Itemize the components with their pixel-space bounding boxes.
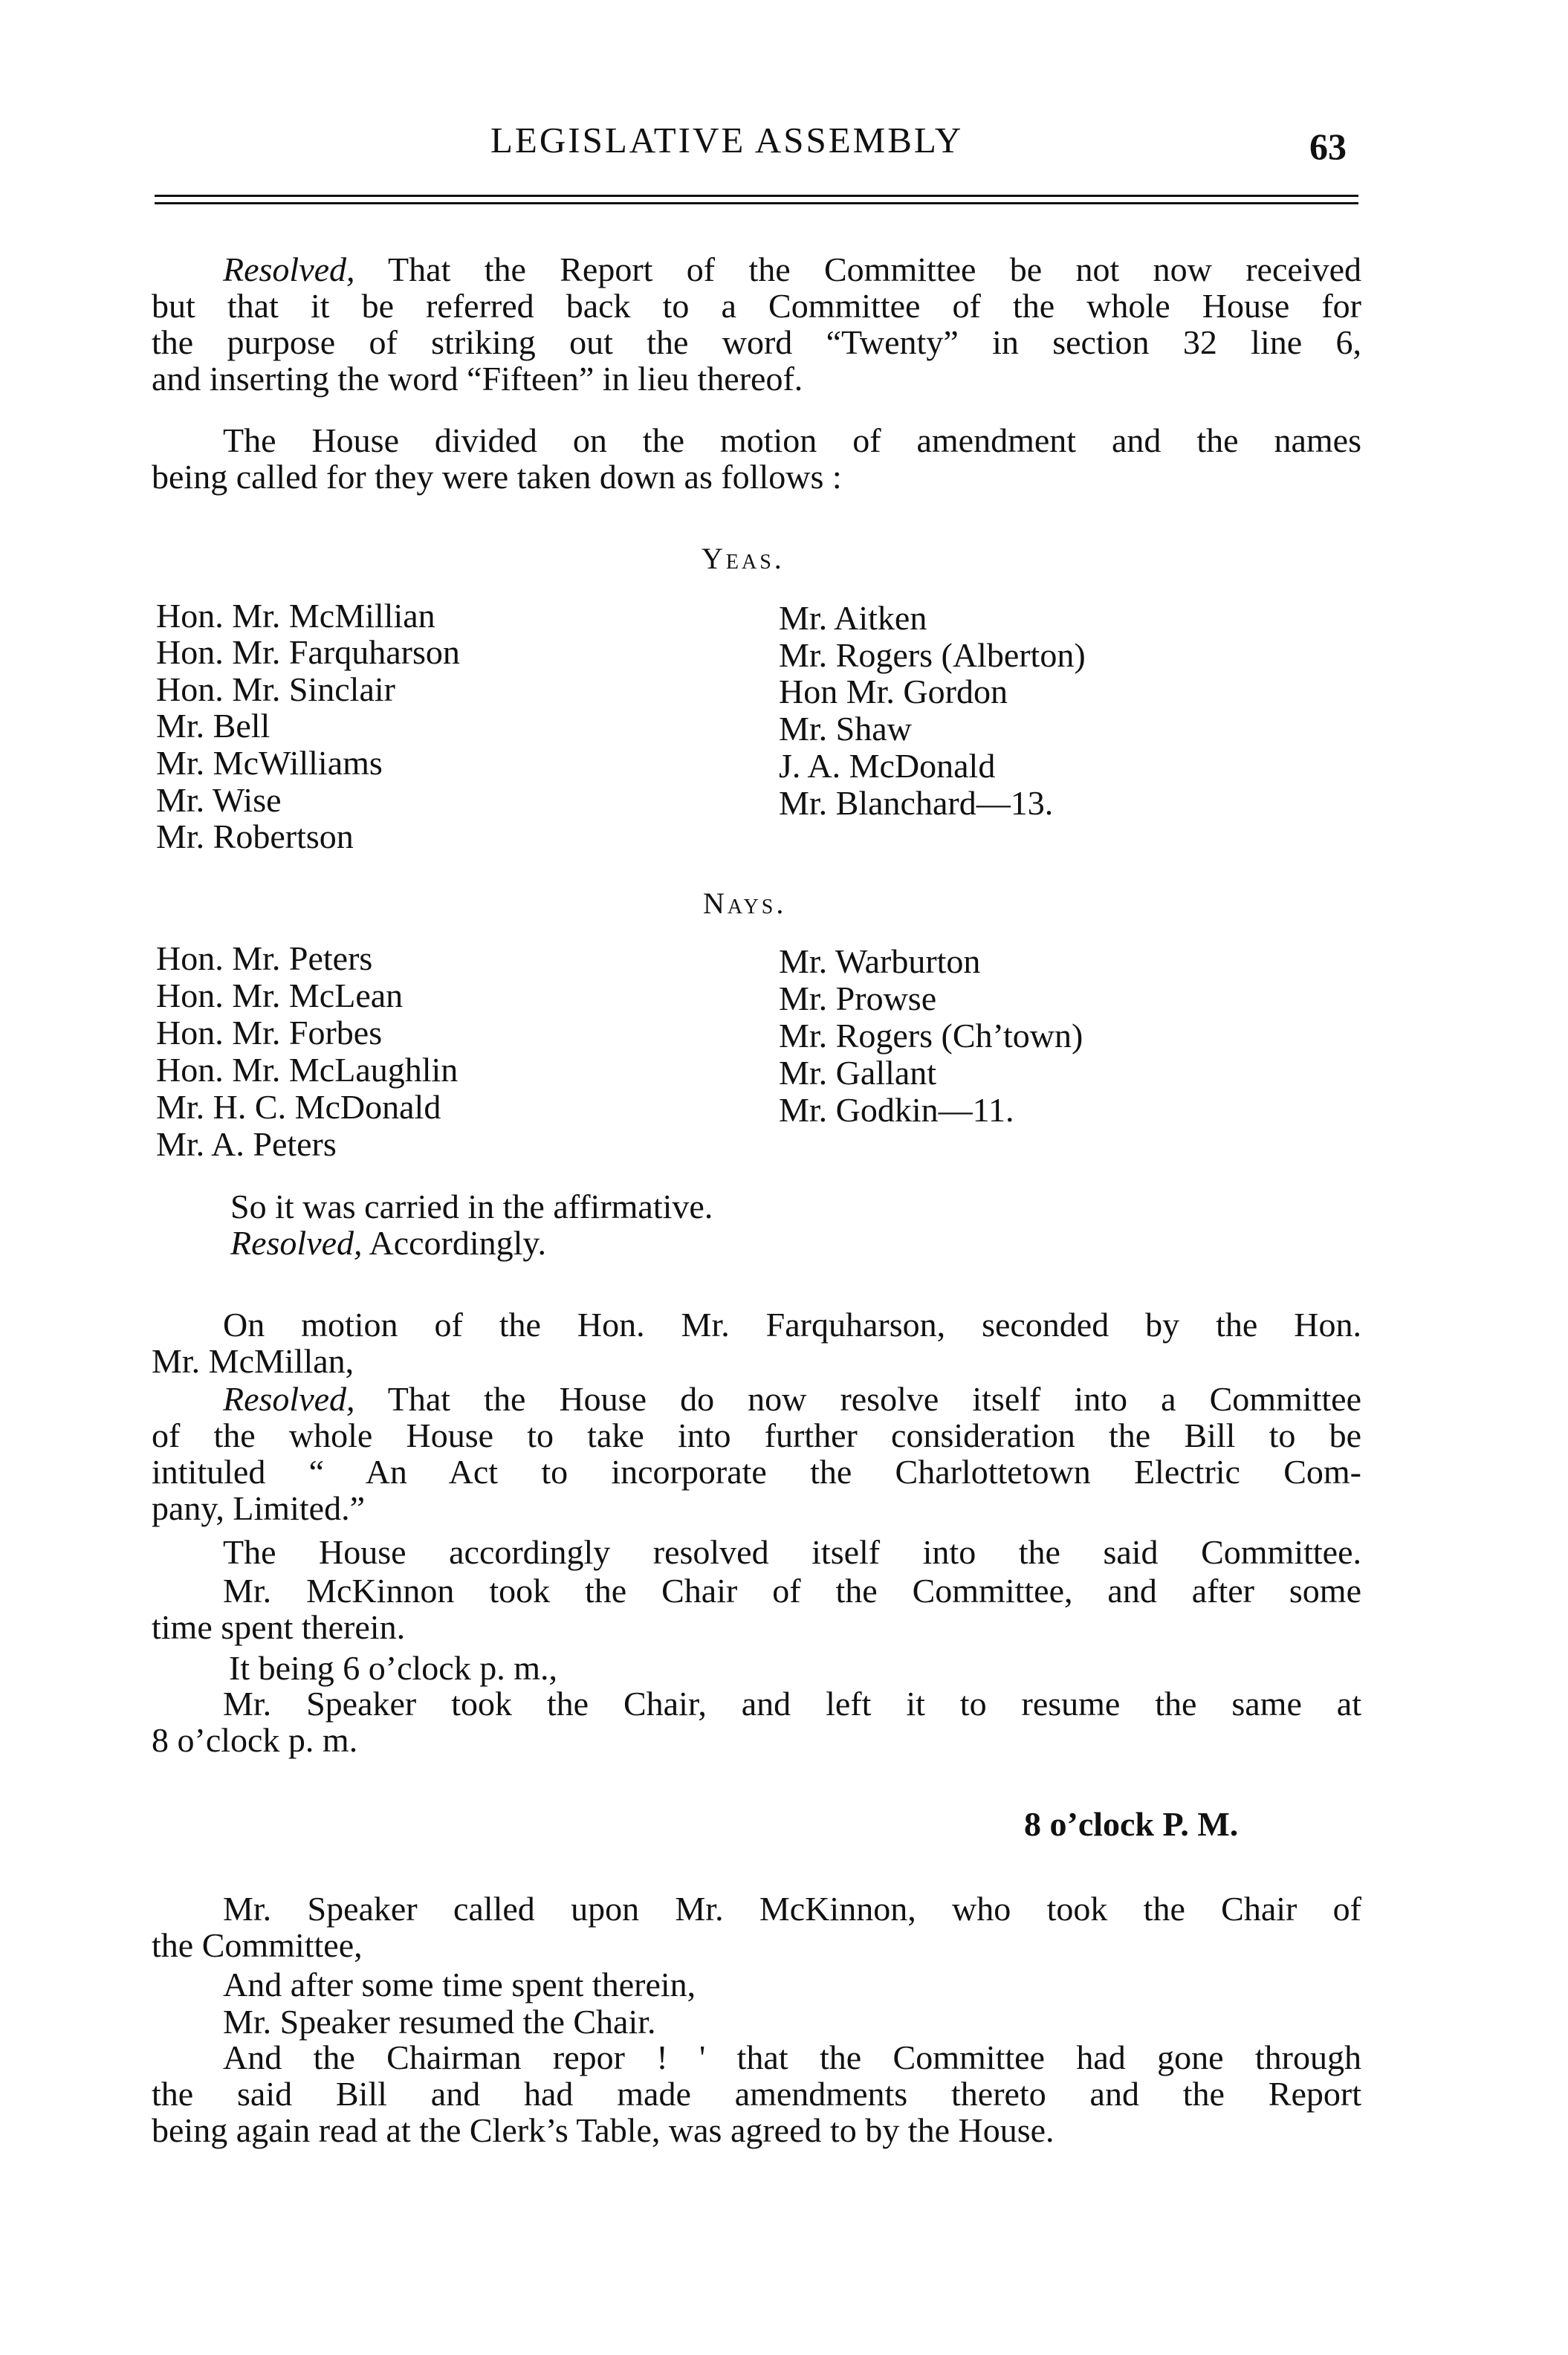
text-line: being again read at the Clerk’s Table, was agreed to by the House. <box>152 2111 1054 2149</box>
nay-name: Mr. A. Peters <box>156 1125 337 1163</box>
page-header-title: LEGISLATIVE ASSEMBLY <box>490 120 964 161</box>
text-line: being called for they were taken down as follows : <box>152 458 842 496</box>
resolved-word: Resolved, <box>230 1224 363 1262</box>
text-line: the purpose of striking out the word “Twenty” in section 32 line 6, <box>152 323 1361 361</box>
text-line: but that it be referred back to a Committee of the whole House for <box>152 287 1361 325</box>
text-line: the said Bill and had made amendments thereto and the Report <box>152 2075 1361 2113</box>
nay-name: Mr. Rogers (Ch’town) <box>779 1017 1083 1055</box>
yea-name: J. A. McDonald <box>779 747 996 785</box>
text-line: Mr. McKinnon took the Chair of the Committee, and after some <box>223 1572 1361 1610</box>
division-paragraph <box>152 422 1361 495</box>
nay-name: Hon. Mr. McLaughlin <box>156 1051 459 1089</box>
nay-name: Mr. Gallant <box>779 1054 937 1092</box>
yea-name: Hon. Mr. Sinclair <box>156 670 395 708</box>
time-heading: 8 o’clock P. M. <box>1024 1805 1239 1843</box>
resolution-paragraph <box>152 251 1361 397</box>
text-line: Mr. Speaker called upon Mr. McKinnon, who took the Chair of <box>223 1890 1361 1928</box>
yeas-heading: Yeas. <box>702 542 785 575</box>
text-line: On motion of the Hon. Mr. Farquharson, seconded by the Hon. <box>223 1306 1361 1344</box>
header-rule-bottom <box>155 202 1358 204</box>
paragraph: And after some time spent therein, <box>223 1966 696 2003</box>
header-rule-top <box>155 195 1358 197</box>
text-line: pany, Limited.” <box>152 1489 365 1527</box>
paragraph <box>152 1685 1361 1758</box>
resolved-accordingly-line <box>230 1223 546 1263</box>
paragraph: It being 6 o’clock p. m., <box>229 1649 558 1687</box>
yea-name: Mr. Robertson <box>156 817 354 855</box>
text-line: of the whole House to take into further consideration the Bill to be <box>152 1416 1361 1454</box>
text-line: The House accordingly resolved itself into the said Committee. <box>223 1533 1361 1571</box>
nay-name: Mr. Prowse <box>779 979 937 1017</box>
yea-name: Mr. Bell <box>156 707 270 745</box>
paragraph <box>152 1891 1361 1963</box>
yea-name: Hon. Mr. McMillian <box>156 597 435 635</box>
nay-name: Mr. Godkin—11. <box>779 1091 1014 1129</box>
nay-name: Mr. H. C. McDonald <box>156 1088 441 1126</box>
text-line: time spent therein. <box>152 1608 406 1646</box>
text-line: the Committee, <box>152 1926 363 1964</box>
nay-name: Hon. Mr. Forbes <box>156 1014 383 1052</box>
resolved-word: Resolved, <box>223 250 355 288</box>
nay-name: Hon. Mr. Peters <box>156 939 373 977</box>
page-number: 63 <box>1309 126 1347 167</box>
text-line <box>152 251 1361 288</box>
yea-name: Hon Mr. Gordon <box>779 673 1008 710</box>
text-line: And the Chairman repor ! ' that the Committee had gone through <box>223 2038 1361 2076</box>
text-fragment: That the Report of the Committee be not now received <box>354 250 1361 288</box>
resolved-word: Resolved, <box>223 1380 355 1418</box>
yea-name: Mr. Aitken <box>779 599 927 637</box>
nays-heading: Nays. <box>703 887 787 920</box>
text-line: 8 o’clock p. m. <box>152 1721 358 1759</box>
yea-name: Mr. McWilliams <box>156 744 383 782</box>
text-line: Mr. McMillan, <box>152 1342 354 1380</box>
text-line <box>152 1381 1361 1417</box>
yea-name: Mr. Wise <box>156 781 282 819</box>
yea-name: Mr. Blanchard—13. <box>779 784 1054 822</box>
text-line: The House divided on the motion of amendment and the names <box>223 421 1361 459</box>
paragraph <box>152 1534 1361 1570</box>
yea-name: Mr. Shaw <box>779 710 912 748</box>
text-fragment: That the House do now resolve itself into a Committee <box>354 1380 1361 1418</box>
nay-name: Hon. Mr. McLean <box>156 976 404 1014</box>
yea-name: Hon. Mr. Farquharson <box>156 633 460 671</box>
paragraph <box>152 1572 1361 1645</box>
committee-resolution-paragraph <box>152 1381 1361 1526</box>
text-line: and inserting the word “Fifteen” in lieu thereof. <box>152 360 803 398</box>
paragraph <box>152 2039 1361 2148</box>
text-line: intituled “ An Act to incorporate the Charlottetown Electric Com- <box>152 1453 1361 1491</box>
text-fragment: Accordingly. <box>362 1224 546 1262</box>
nay-name: Mr. Warburton <box>779 942 981 980</box>
motion-paragraph <box>152 1306 1361 1379</box>
text-line: Mr. Speaker took the Chair, and left it to resume the same at <box>223 1685 1361 1723</box>
paragraph: Mr. Speaker resumed the Chair. <box>223 2003 656 2041</box>
carried-line: So it was carried in the affirmative. <box>230 1188 713 1225</box>
yea-name: Mr. Rogers (Alberton) <box>779 636 1086 674</box>
